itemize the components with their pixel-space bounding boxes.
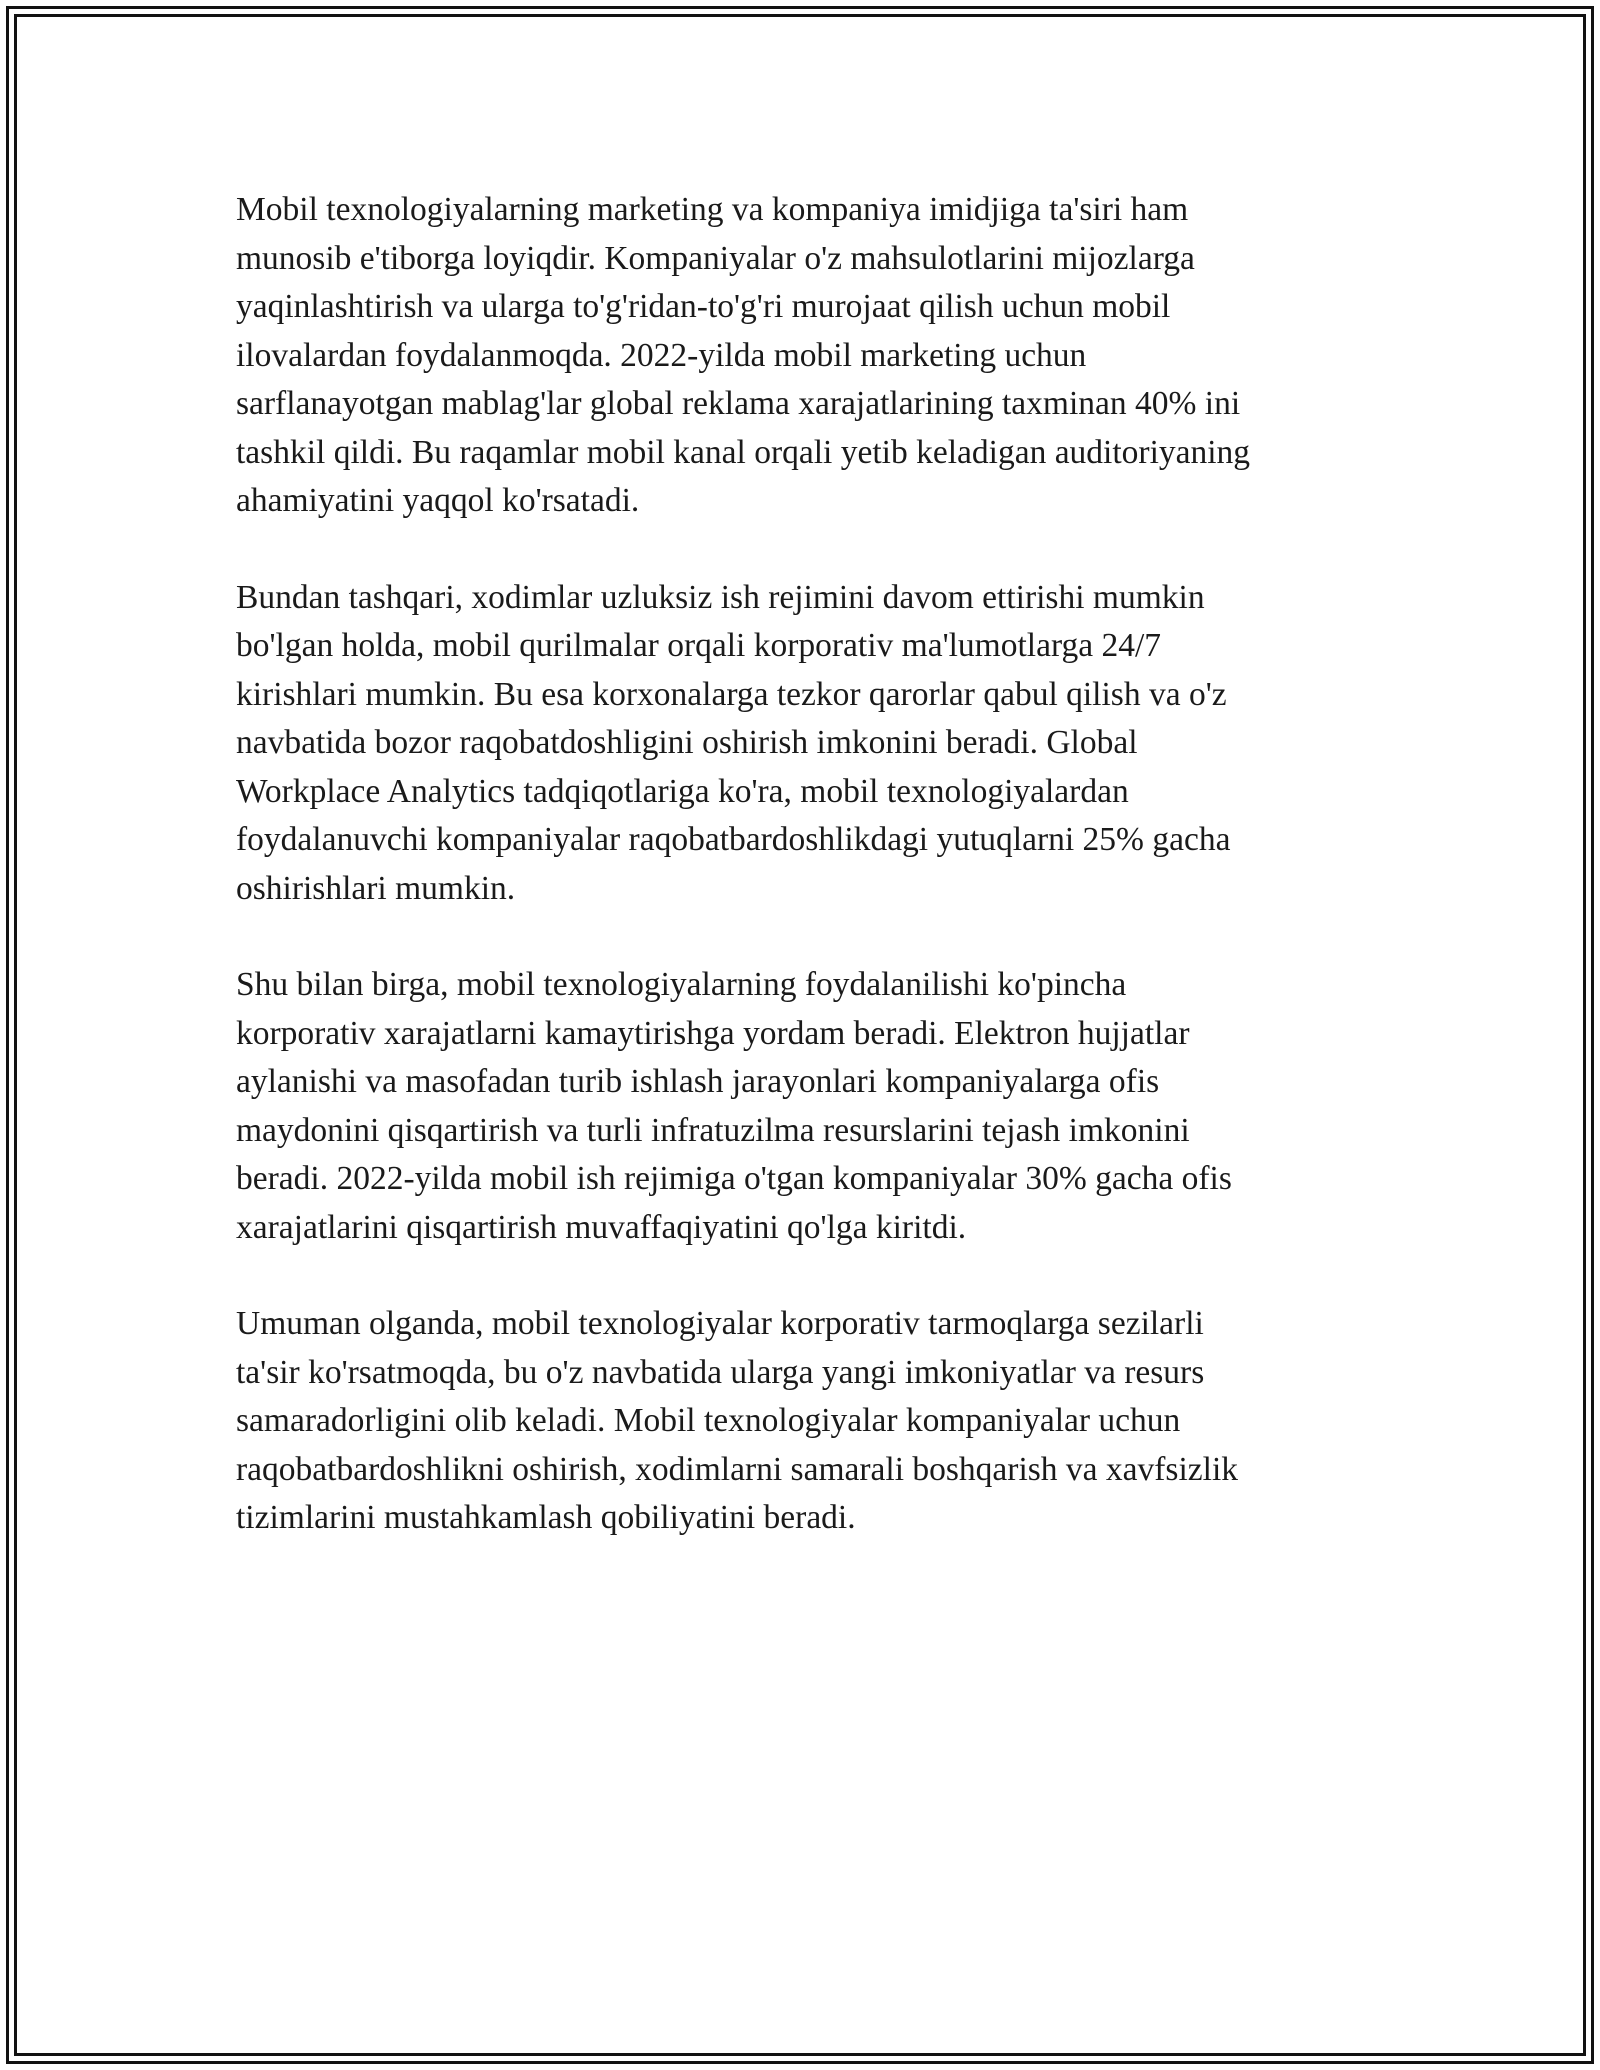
text-line: navbatida bozor raqobatdoshligini oshirish imkonini beradi. Global [236, 724, 1138, 761]
text-line: tashkil qildi. Bu raqamlar mobil kanal orqali yetib keladigan auditoriyaning [236, 433, 1251, 471]
text-line: raqobatbardoshlikni oshirish, xodimlarni samarali boshqarish va xavfsizlik [236, 1450, 1239, 1488]
paragraph-conclusion [236, 1300, 1376, 1543]
text-line: korporativ xarajatlarni kamaytirishga yordam beradi. Elektron hujjatlar [236, 1014, 1190, 1052]
text-line: beradi. 2022-yilda mobil ish rejimiga o'tgan kompaniyalar 30% gacha ofis [236, 1160, 1232, 1197]
text-line: Bundan tashqari, xodimlar uzluksiz ish rejimini davom ettirishi mumkin [236, 578, 1205, 616]
text-line: oshirishlari mumkin. [236, 869, 516, 907]
text-line: Umuman olganda, mobil texnologiyalar korporativ tarmoqlarga sezilarli [236, 1305, 1204, 1342]
text-line: ta'sir ko'rsatmoqda, bu o'z navbatida ularga yangi imkoniyatlar va resurs [236, 1353, 1205, 1391]
text-line: Shu bilan birga, mobil texnologiyalarning foydalanilishi ko'pincha [236, 966, 1127, 1003]
text-line: Workplace Analytics tadqiqotlariga ko'ra, mobil texnologiyalardan [236, 772, 1129, 810]
text-line: ilovalardan foydalanmoqda. 2022-yilda mobil marketing uchun [236, 336, 1087, 374]
text-line: maydonini qisqartirish va turli infratuzilma resurslarini tejash imkonini [236, 1111, 1190, 1149]
text-line: aylanishi va masofadan turib ishlash jarayonlari kompaniyalarga ofis [236, 1063, 1160, 1100]
text-line: xarajatlarini qisqartirish muvaffaqiyatini qo'lga kiritdi. [236, 1208, 967, 1246]
paragraph-cost-reduction [236, 961, 1376, 1252]
text-line: sarflanayotgan mablag'lar global reklama xarajatlarining taxminan 40% ini [236, 385, 1241, 422]
text-line: bo'lgan holda, mobil qurilmalar orqali korporativ ma'lumotlarga 24/7 [236, 627, 1162, 664]
text-line: Mobil texnologiyalarning marketing va kompaniya imidjiga ta'siri ham [236, 191, 1189, 228]
text-line: munosib e'tiborga loyiqdir. Kompaniyalar o'z mahsulotlarini mijozlarga [236, 239, 1195, 277]
text-line: tizimlarini mustahkamlash qobiliyatini beradi. [236, 1499, 856, 1536]
text-line: yaqinlashtirish va ularga to'g'ridan-to'g'ri murojaat qilish uchun mobil [236, 288, 1171, 325]
text-line: foydalanuvchi kompaniyalar raqobatbardoshlikdagi yutuqlarni 25% gacha [236, 821, 1231, 858]
text-line: samaradorligini olib keladi. Mobil texnologiyalar kompaniyalar uchun [236, 1402, 1181, 1439]
document-body [236, 186, 1376, 1591]
paragraph-mobile-marketing [236, 186, 1376, 526]
text-line: kirishlari mumkin. Bu esa korxonalarga tezkor qarorlar qabul qilish va o'z [236, 675, 1227, 713]
paragraph-continuous-access [236, 574, 1376, 914]
text-line: ahamiyatini yaqqol ko'rsatadi. [236, 482, 640, 519]
